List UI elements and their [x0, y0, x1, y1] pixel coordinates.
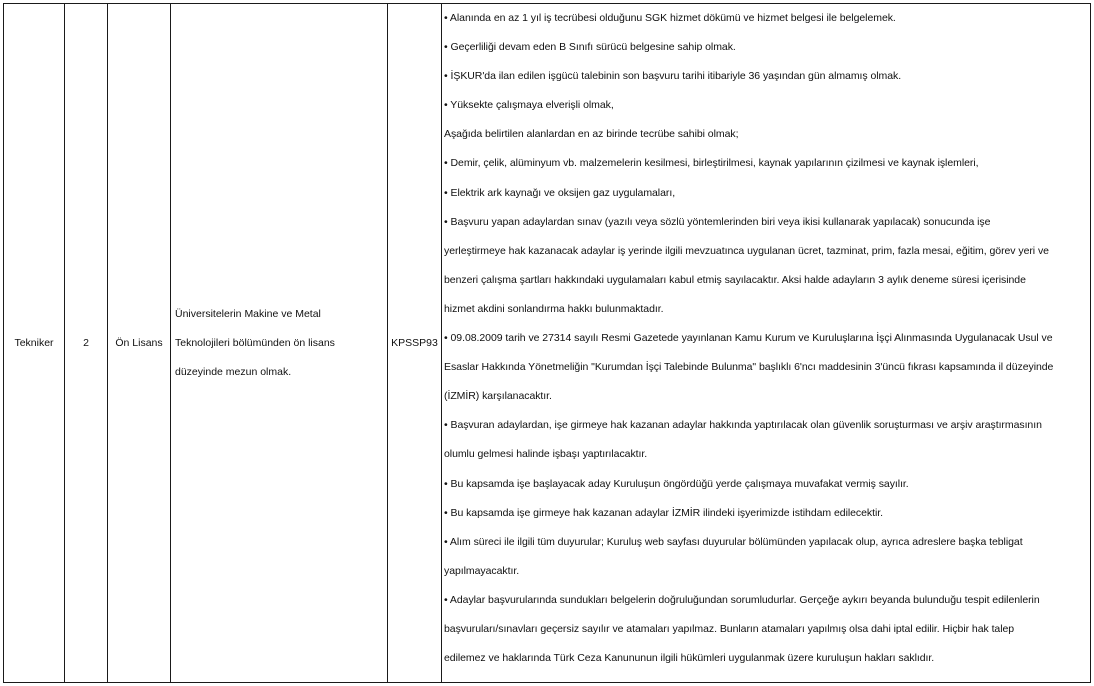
requirement-line: • Elektrik ark kaynağı ve oksijen gaz uygulamaları, [444, 186, 676, 199]
department-line: Teknolojileri bölümünden ön lisans [175, 336, 335, 349]
requirement-line: (İZMİR) karşılanacaktır. [444, 390, 552, 403]
requirement-line: hizmet akdini sonlandırma hakkı bulunmaktadır. [444, 302, 664, 315]
department-line: Üniversitelerin Makine ve Metal [175, 307, 321, 320]
job-listing-table [3, 3, 1091, 683]
requirements-cell [442, 4, 1091, 683]
requirement-line: • Başvuru yapan adaylardan sınav (yazılı veya sözlü yöntemlerinden biri veya ikisi kullanarak yapılacak) sonucunda işe [444, 215, 991, 228]
requirement-line: • Bu kapsamda işe girmeye hak kazanan adaylar İZMİR ilindeki işyerimizde istihdam edilecektir. [444, 506, 883, 519]
position-title-cell: Tekniker [4, 4, 65, 683]
requirement-line: olumlu gelmesi halinde işbaşı yaptırılacaktır. [444, 448, 648, 461]
requirement-line: • Yüksekte çalışmaya elverişli olmak, [444, 99, 614, 112]
table-row [4, 4, 1091, 683]
requirement-line: Aşağıda belirtilen alanlardan en az birinde tecrübe sahibi olmak; [444, 128, 739, 141]
requirement-line: • İŞKUR'da ilan edilen işgücü talebinin son başvuru tarihi itibariyle 36 yaşından gün almamış olmak. [444, 70, 902, 83]
education-level-cell: Ön Lisans [108, 4, 171, 683]
requirement-line: • Adaylar başvurularında sundukları belgelerin doğruluğundan sorumludurlar. Gerçeğe aykırı beyanda bulunduğu tespit edilenlerin [444, 593, 1040, 606]
requirement-line: yapılmayacaktır. [444, 564, 520, 577]
requirement-line: • Demir, çelik, alüminyum vb. malzemelerin kesilmesi, birleştirilmesi, kaynak yapılarının çizilmesi ve kaynak işlemleri, [444, 157, 979, 170]
requirement-line: • Bu kapsamda işe başlayacak aday Kuruluşun öngördüğü yerde çalışmaya muvafakat vermiş sayılır. [444, 477, 909, 490]
requirement-line: yerleştirmeye hak kazanacak adaylar iş yerinde ilgili mevzuatınca uygulanan ücret, tazminat, prim, fazla mesai, eğitim, görev yeri ve [444, 244, 1049, 257]
requirement-line: edilemez ve haklarında Türk Ceza Kanununun ilgili hükümleri uygulanmak üzere kuruluşun hakları saklıdır. [444, 652, 935, 665]
requirement-line: Esaslar Hakkında Yönetmeliğin "Kurumdan İşçi Talebinde Bulunma" başlıklı 6'ncı maddesinin 3'üncü fıkrası kapsamında il düzeyinde [444, 361, 1054, 374]
requirement-line: • Geçerliliği devam eden B Sınıfı sürücü belgesine sahip olmak. [444, 41, 736, 54]
requirement-line: • Alanında en az 1 yıl iş tecrübesi olduğunu SGK hizmet dökümü ve hizmet belgesi ile belgelemek. [444, 12, 896, 24]
requirement-line: • 09.08.2009 tarih ve 27314 sayılı Resmi Gazetede yayınlanan Kamu Kurum ve Kuruluşlarına İşçi Alınmasında Uygulanacak Usul ve [444, 332, 1053, 345]
position-count-cell: 2 [65, 4, 108, 683]
department-cell [171, 4, 388, 683]
requirement-line: • Alım süreci ile ilgili tüm duyurular; Kuruluş web sayfası duyurular bölümünden yapılacak olup, ayrıca adreslere başka tebligat [444, 535, 1023, 548]
department-line: düzeyinde mezun olmak. [175, 365, 292, 378]
exam-type-cell: KPSSP93 [388, 4, 442, 683]
requirement-line: • Başvuran adaylardan, işe girmeye hak kazanan adaylar hakkında yaptırılacak olan güvenlik soruşturması ve arşiv araştırmasının [444, 419, 1042, 432]
requirement-line: başvuruları/sınavları geçersiz sayılır ve atamaları yapılmaz. Bunların atamaları yapılmış olsa dahi iptal edilir. Hiçbir hak talep [444, 622, 1015, 635]
requirement-line: benzeri çalışma şartları hakkındaki uygulamaları kabul etmiş sayılacaktır. Aksi halde adayların 3 aylık deneme süresi içerisinde [444, 273, 1026, 286]
